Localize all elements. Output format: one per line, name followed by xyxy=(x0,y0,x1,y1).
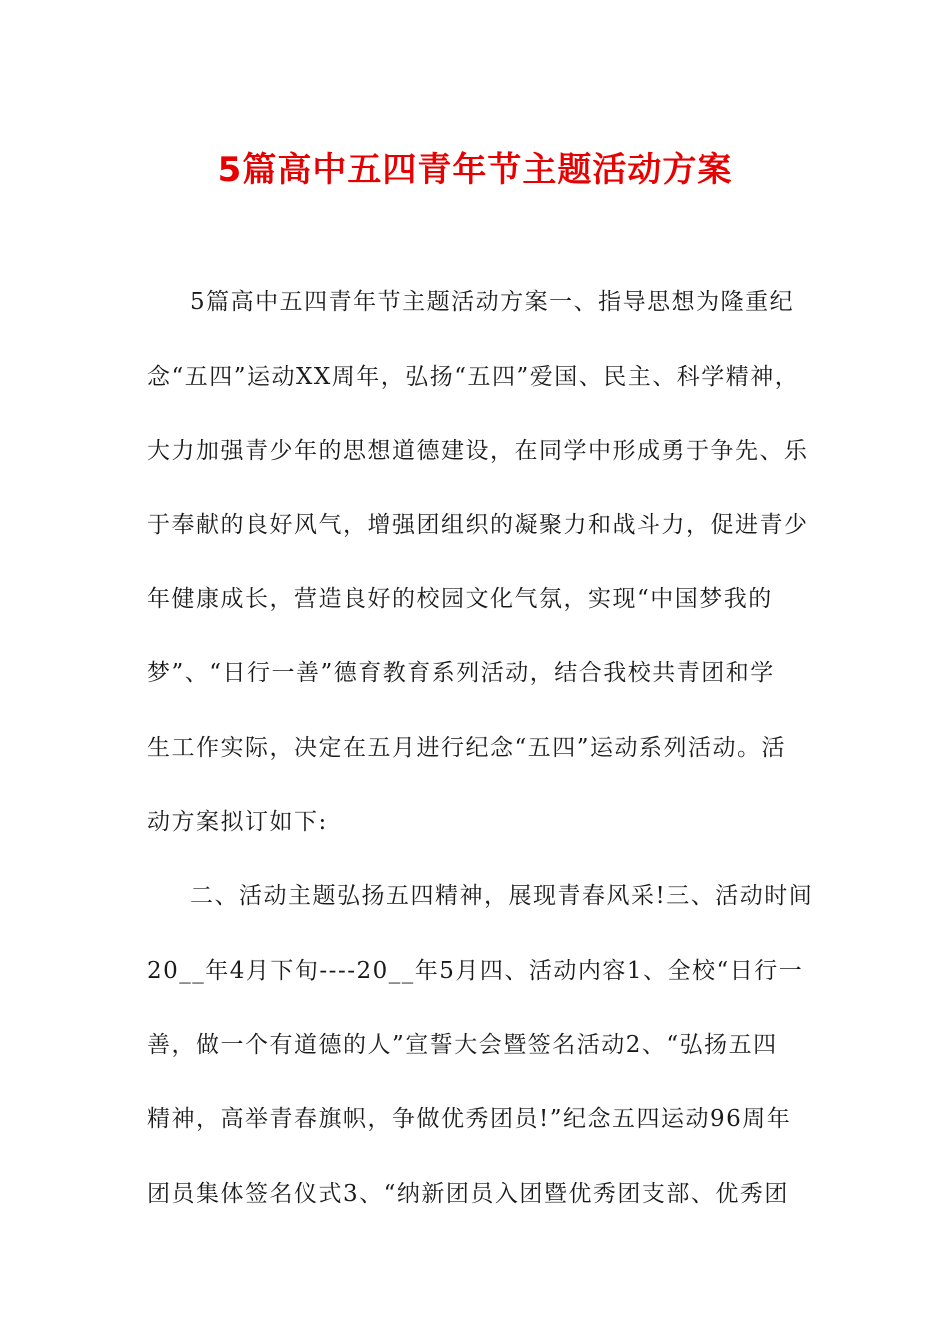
paragraph-line: 精神，高举青春旗帜，争做优秀团员!”纪念五四运动96周年 xyxy=(147,1106,792,1132)
paragraph-line: 年健康成长，营造良好的校园文化气氛，实现“中国梦我的 xyxy=(147,586,773,612)
paragraph-line: 于奉献的良好风气，增强团组织的凝聚力和战斗力，促进青少 xyxy=(147,512,809,538)
paragraph-line: 团员集体签名仪式3、“纳新团员入团暨优秀团支部、优秀团 xyxy=(147,1181,789,1207)
paragraph-line: 大力加强青少年的思想道德建设，在同学中形成勇于争先、乐 xyxy=(147,438,809,464)
paragraph-line: 生工作实际，决定在五月进行纪念“五四”运动系列活动。活 xyxy=(147,735,787,761)
paragraph-line: 5篇高中五四青年节主题活动方案一、指导思想为隆重纪 xyxy=(190,289,795,315)
paragraph-line: 梦”、“日行一善”德育教育系列活动，结合我校共青团和学 xyxy=(147,660,775,686)
document-title: 5篇高中五四青年节主题活动方案 xyxy=(217,150,733,190)
paragraph-line: 善，做一个有道德的人”宣誓大会暨签名活动2、“弘扬五四 xyxy=(147,1032,778,1058)
paragraph-line: 动方案拟订如下: xyxy=(147,809,328,835)
paragraph-line: 念“五四”运动XX周年，弘扬“五四”爱国、民主、科学精神， xyxy=(147,364,800,390)
paragraph-line: 20__年4月下旬----20__年5月四、活动内容1、全校“日行一 xyxy=(147,958,804,984)
paragraph-line: 二、活动主题弘扬五四精神，展现青春风采!三、活动时间 xyxy=(190,883,814,909)
